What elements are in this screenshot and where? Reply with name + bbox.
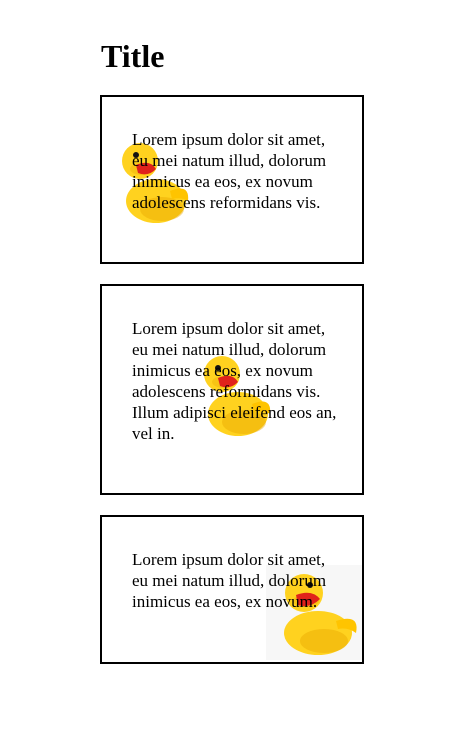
card-text: Lorem ipsum dolor sit amet, eu mei natum illud, dolorum inimicus ea eos, ex novum adolescens reformidans vis. Illum adipisci eleifend eos an, vel in. [132, 319, 337, 443]
card-text: Lorem ipsum dolor sit amet, eu mei natum illud, dolorum inimicus ea eos, ex novum. [132, 550, 327, 611]
content-card-3 [100, 515, 364, 664]
card-text: Lorem ipsum dolor sit amet, eu mei natum illud, dolorum inimicus ea eos, ex novum adolescens reformidans vis. [132, 130, 327, 212]
content-card-1 [100, 95, 364, 264]
page-title: Title [101, 38, 165, 74]
content-card-2 [100, 284, 364, 495]
